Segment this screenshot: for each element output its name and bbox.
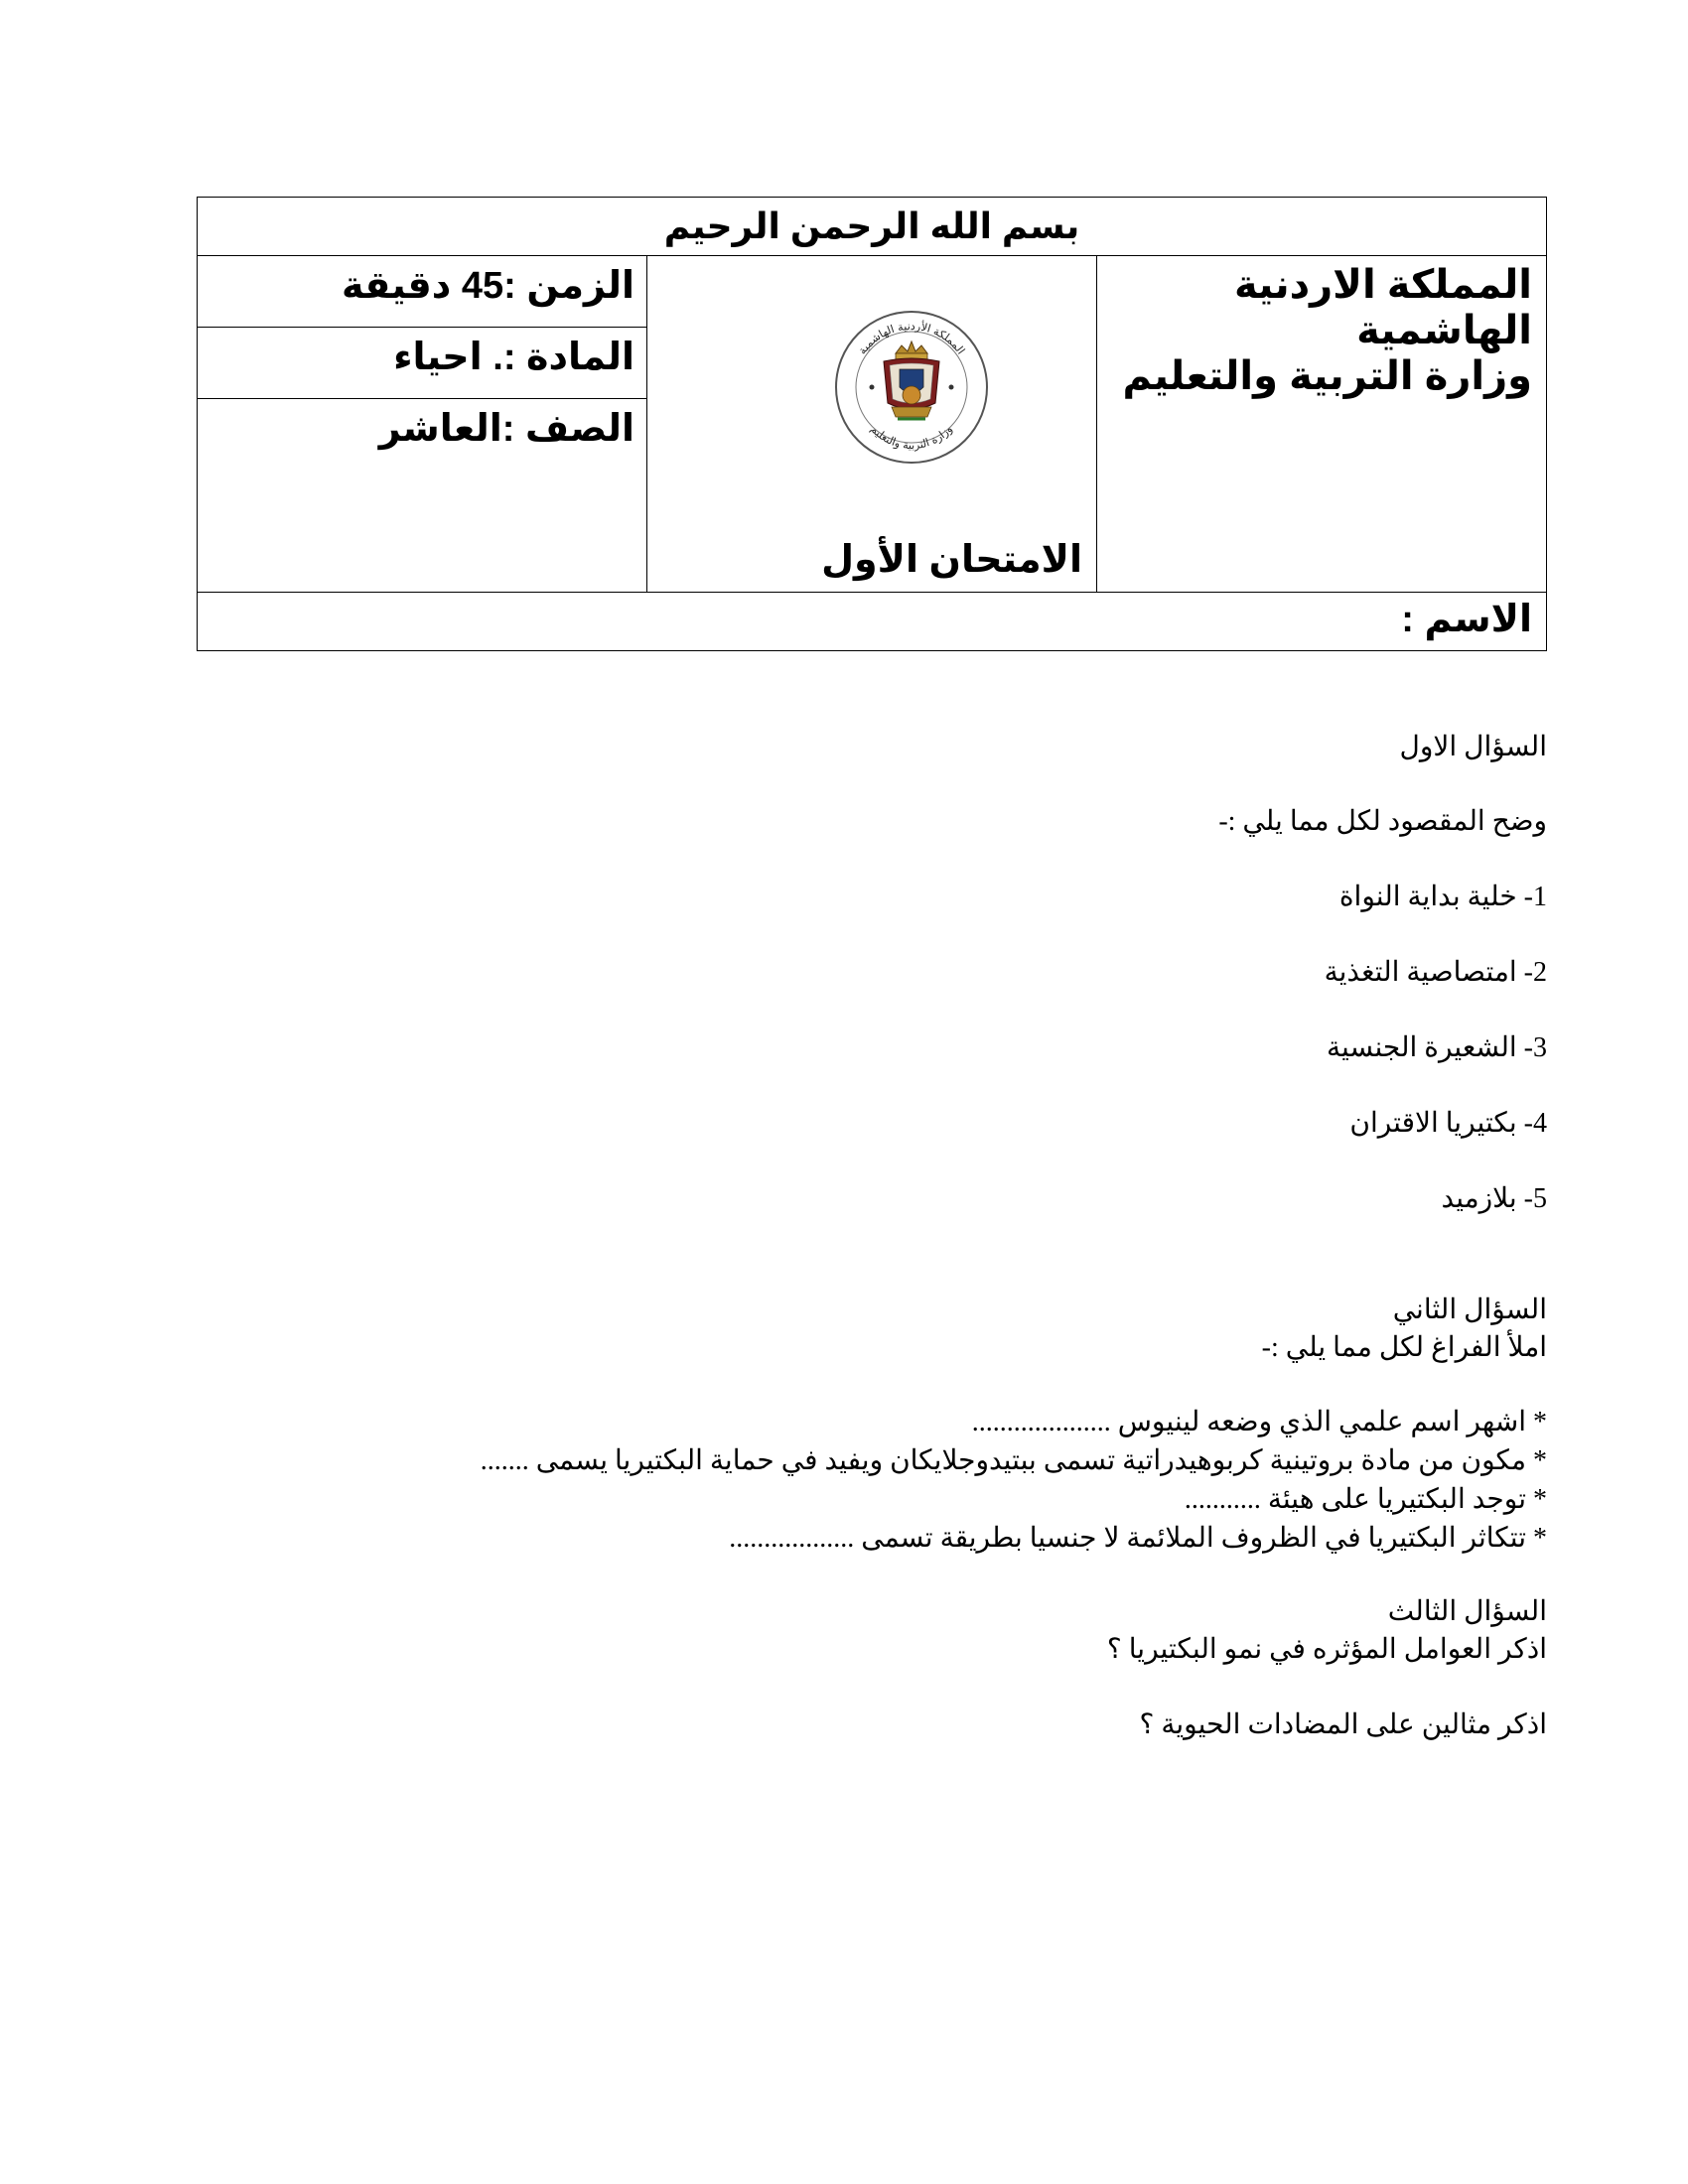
q2-item-1: * اشهر اسم علمي الذي وضعه لينيوس .................... — [971, 1407, 1547, 1437]
ministry-name: وزارة التربية والتعليم — [1122, 354, 1532, 398]
exam-subject: المادة :. احياء — [198, 328, 646, 399]
ministry-seal-icon — [832, 308, 991, 467]
seal-cell — [647, 256, 1097, 593]
q2-instruction: املأ الفراغ لكل مما يلي :- — [1261, 1332, 1547, 1363]
ministry-cell — [1097, 256, 1547, 593]
seal-text-bottom: وزارة التربية والتعليم — [868, 422, 955, 453]
q1-instruction: وضح المقصود لكل مما يلي :- — [1218, 806, 1547, 837]
q1-title: السؤال الاول — [1399, 732, 1547, 762]
q1-item-5: 5- بلازميد — [1441, 1183, 1547, 1214]
q2-item-4: * تتكاثر البكتيريا في الظروف الملائمة لا جنسيا بطريقة تسمى .................. — [729, 1523, 1547, 1554]
exam-header-table — [197, 197, 1547, 651]
q3-title: السؤال الثالث — [1387, 1596, 1547, 1627]
kingdom-name: المملكة الاردنية الهاشمية — [1234, 263, 1532, 352]
q3-line-2: اذكر مثالين على المضادات الحيوية ؟ — [1139, 1709, 1547, 1740]
q1-item-1: 1- خلية بداية النواة — [1338, 882, 1547, 912]
svg-text:وزارة التربية والتعليم — [868, 423, 955, 452]
q1-item-3: 3- الشعيرة الجنسية — [1327, 1032, 1547, 1063]
exam-time: الزمن :45 دقيقة — [198, 256, 646, 328]
student-name-field[interactable]: الاسم : — [198, 593, 1547, 651]
q3-line-1: اذكر العوامل المؤثره في نمو البكتيريا ؟ — [1106, 1634, 1547, 1665]
bismillah-heading: بسم الله الرحمن الرحيم — [198, 198, 1547, 256]
q1-item-4: 4- بكتيريا الاقتران — [1349, 1108, 1547, 1139]
exam-info-cell — [198, 256, 647, 593]
q2-item-3: * توجد البكتيريا على هيئة ........... — [1184, 1484, 1547, 1515]
q2-item-2: * مكون من مادة بروتينية كربوهيدراتية تسمى ببتيدوجلايكان ويفيد في حماية البكتيريا يسمى ....... — [480, 1445, 1547, 1476]
seal-text-top: المملكة الأردنية الهاشمية — [855, 319, 968, 357]
exam-title: الامتحان الأول — [821, 539, 1082, 581]
q1-item-2: 2- امتصاصية التغذية — [1324, 957, 1547, 988]
q2-title: السؤال الثاني — [1392, 1295, 1547, 1325]
exam-grade: الصف :العاشر — [378, 408, 634, 450]
